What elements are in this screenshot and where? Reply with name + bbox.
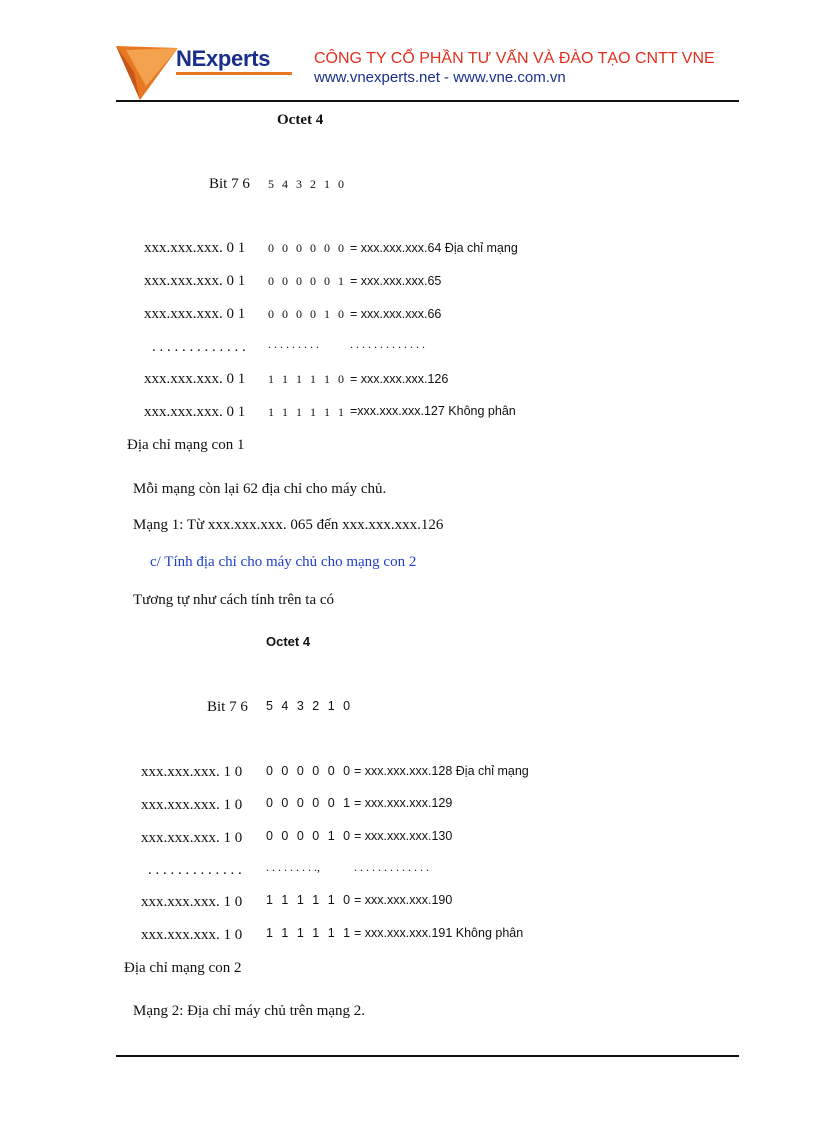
- table2-row-ellipsis: . . . . . . . . .,: [266, 860, 320, 874]
- table2-row-prefix: xxx.xxx.xxx. 1 0: [141, 830, 243, 846]
- footer-rule: [116, 1055, 739, 1057]
- brand-logo-text: NExperts: [176, 46, 271, 71]
- table2-bit-label: Bit 7 6: [207, 699, 248, 715]
- table1-row-ellipsis: . . . . . . . . .: [268, 337, 319, 351]
- table1-row-prefix: xxx.xxx.xxx. 0 1: [144, 404, 246, 420]
- paragraph-hosts-per-subnet: Mỗi mạng còn lại 62 địa chỉ cho máy chủ.: [133, 481, 387, 497]
- table2-row-prefix: xxx.xxx.xxx. 1 0: [141, 894, 243, 910]
- table1-row-prefix: xxx.xxx.xxx. 0 1: [144, 306, 246, 322]
- table2-row-ellipsis: . . . . . . . . . . . . .: [148, 862, 242, 878]
- table2-row-result: = xxx.xxx.xxx.129: [354, 796, 453, 810]
- table2-row-bits: 1 1 1 1 1 0: [266, 893, 353, 907]
- paragraph-network1-range: Mạng 1: Từ xxx.xxx.xxx. 065 đến xxx.xxx.xxx.126: [133, 517, 444, 533]
- table1-row-bits: 1 1 1 1 1 0: [268, 372, 347, 386]
- paragraph-similar-calc: Tương tự như cách tính trên ta có: [133, 592, 335, 608]
- table1-bit-digits: 5 4 3 2 1 0: [268, 177, 347, 191]
- table2-row-prefix: xxx.xxx.xxx. 1 0: [141, 797, 243, 813]
- table1-row-ellipsis: . . . . . . . . . . . . .: [152, 339, 246, 355]
- table1-row-bits: 1 1 1 1 1 1: [268, 405, 347, 419]
- table2-row-ellipsis: . . . . . . . . . . . . .: [354, 860, 429, 874]
- paragraph-network2-hosts: Mạng 2: Địa chỉ máy chủ trên mạng 2.: [133, 1003, 366, 1019]
- table2-row-bits: 1 1 1 1 1 1: [266, 926, 353, 940]
- table1-row-result: = xxx.xxx.xxx.66: [350, 307, 442, 321]
- company-name: CÔNG TY CỔ PHẦN TƯ VẤN VÀ ĐÀO TẠO CNTT VNE: [314, 50, 715, 67]
- company-website[interactable]: www.vnexperts.net - www.vne.com.vn: [314, 69, 566, 86]
- table1-row-prefix: xxx.xxx.xxx. 0 1: [144, 240, 246, 256]
- table2-bit-digits: 5 4 3 2 1 0: [266, 699, 353, 713]
- table1-row-ellipsis: . . . . . . . . . . . . .: [350, 337, 425, 351]
- table2-row-result: = xxx.xxx.xxx.128 Địa chỉ mạng: [354, 764, 529, 778]
- table1-footer: Địa chỉ mạng con 1: [127, 437, 245, 453]
- table2-title: Octet 4: [266, 634, 311, 649]
- table1-row-bits: 0 0 0 0 0 0: [268, 241, 347, 255]
- table1-row-result: = xxx.xxx.xxx.65: [350, 274, 442, 288]
- table2-row-bits: 0 0 0 0 1 0: [266, 829, 353, 843]
- table1-title: Octet 4: [277, 112, 324, 128]
- table1-bit-label: Bit 7 6: [209, 176, 250, 192]
- table1-row-prefix: xxx.xxx.xxx. 0 1: [144, 273, 246, 289]
- table2-row-prefix: xxx.xxx.xxx. 1 0: [141, 764, 243, 780]
- logo-wedge-icon: [116, 46, 180, 100]
- table2-row-bits: 0 0 0 0 0 1: [266, 796, 353, 810]
- table1-row-result: = xxx.xxx.xxx.64 Địa chỉ mạng: [350, 241, 518, 255]
- table1-row-bits: 0 0 0 0 0 1: [268, 274, 347, 288]
- table2-row-prefix: xxx.xxx.xxx. 1 0: [141, 927, 243, 943]
- header-rule: [116, 100, 739, 102]
- table1-row-result: = xxx.xxx.xxx.126: [350, 372, 449, 386]
- table1-row-result: =xxx.xxx.xxx.127 Không phân: [350, 404, 516, 418]
- brand-underline: [176, 72, 292, 75]
- table1-row-bits: 0 0 0 0 1 0: [268, 307, 347, 321]
- table2-footer: Địa chỉ mạng con 2: [124, 960, 242, 976]
- section-heading-subnet2: c/ Tính địa chỉ cho máy chủ cho mạng con 2: [150, 554, 417, 570]
- table1-row-prefix: xxx.xxx.xxx. 0 1: [144, 371, 246, 387]
- table2-row-result: = xxx.xxx.xxx.130: [354, 829, 453, 843]
- table2-row-result: = xxx.xxx.xxx.190: [354, 893, 453, 907]
- table2-row-bits: 0 0 0 0 0 0: [266, 764, 353, 778]
- table2-row-result: = xxx.xxx.xxx.191 Không phân: [354, 926, 524, 940]
